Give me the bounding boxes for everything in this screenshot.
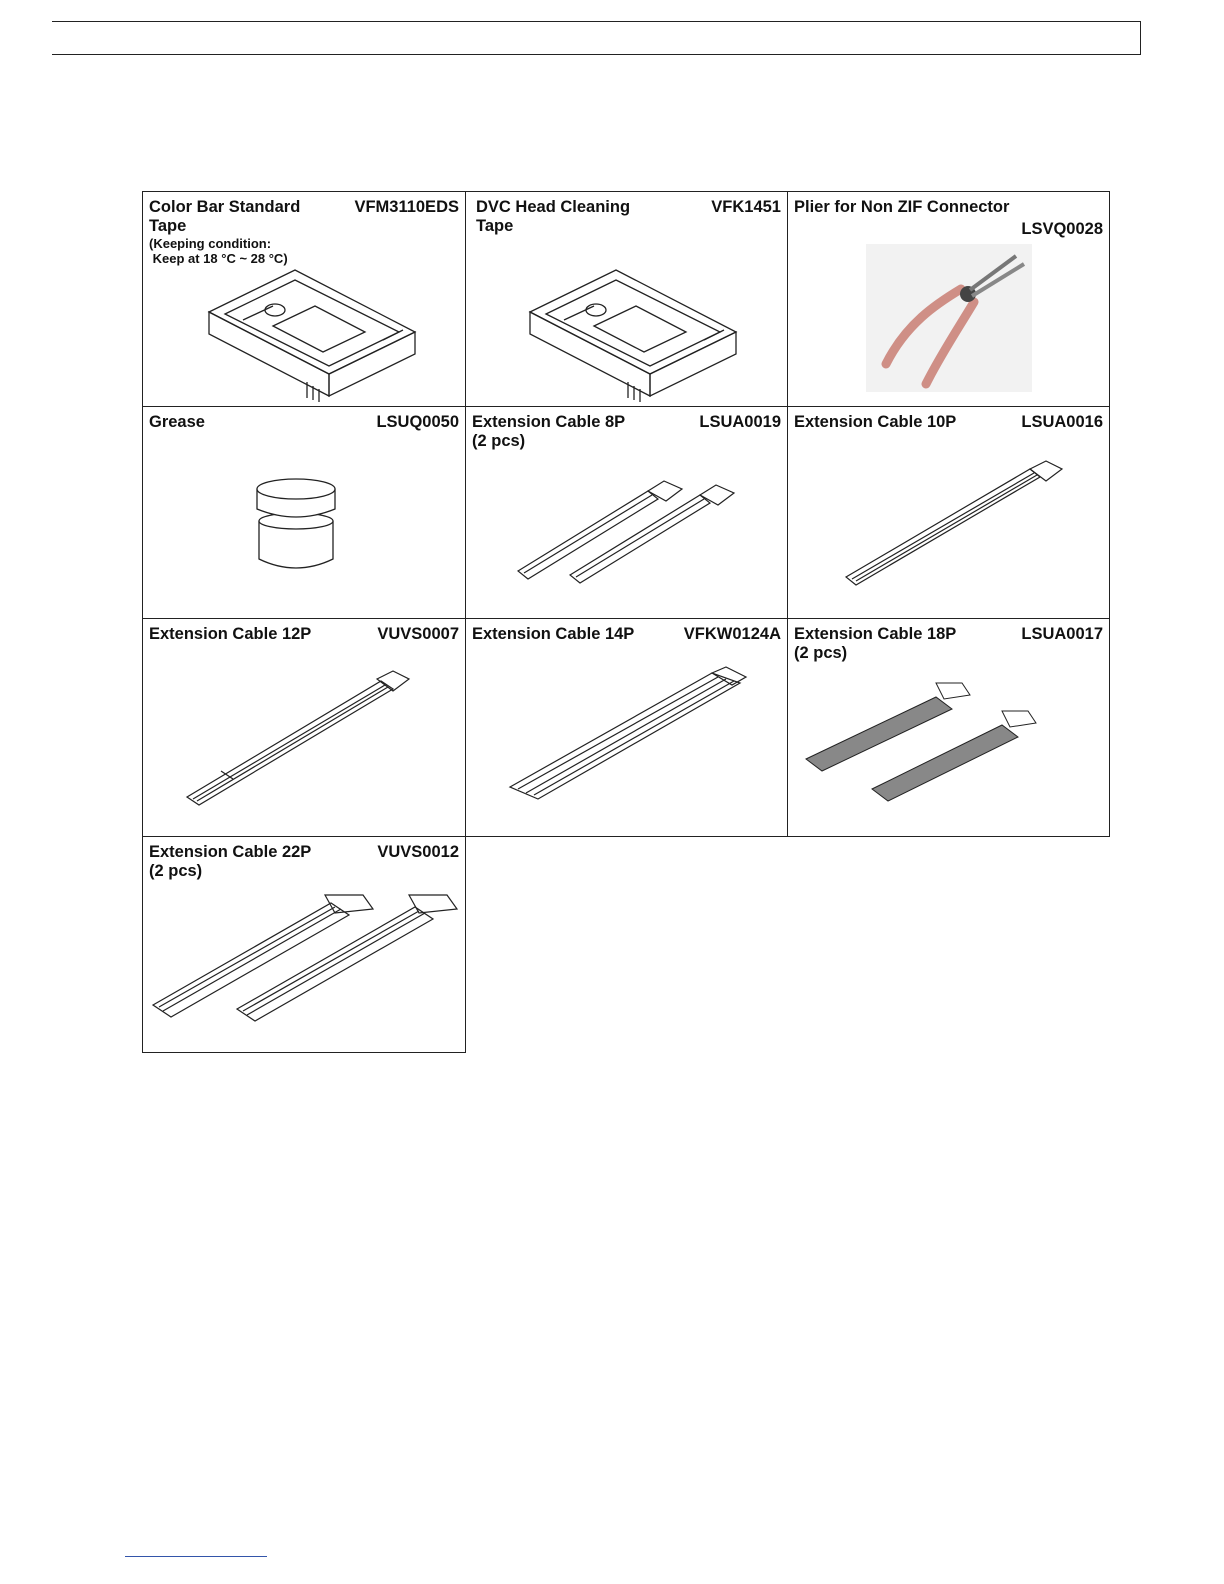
tool-part-number: VUVS0007 — [377, 625, 459, 643]
tool-name: Extension Cable 10P — [794, 413, 957, 431]
cassette-icon — [203, 262, 423, 402]
tool-name: Grease — [149, 413, 205, 431]
tool-part-number: VFK1451 — [711, 198, 781, 216]
tool-part-number: LSUA0019 — [699, 413, 781, 431]
tool-cell-cable-18p — [787, 618, 1110, 837]
flat-cable-icon — [840, 455, 1065, 595]
ribbon-cable-icon — [802, 675, 1042, 805]
cassette-icon — [524, 262, 744, 402]
tool-cell-cable-22p — [142, 836, 466, 1053]
tool-cell-cable-12p — [142, 618, 466, 837]
tool-part-number: LSUA0017 — [1021, 625, 1103, 643]
tool-cell-cable-10p — [787, 406, 1110, 619]
tool-name: Extension Cable 22P (2 pcs) — [149, 843, 312, 880]
tool-part-number: LSVQ0028 — [1021, 220, 1103, 238]
tool-cell-head-cleaning-tape — [465, 191, 788, 407]
flat-cable-icon — [181, 667, 413, 807]
tool-part-number: VFKW0124A — [683, 625, 781, 643]
tool-name: Extension Cable 8P (2 pcs) — [472, 413, 626, 450]
tool-part-number: LSUA0016 — [1021, 413, 1103, 431]
tool-name: Color Bar Standard Tape (Keeping condition: Keep at 18 °C ~ 28 °C) — [149, 198, 301, 266]
ribbon-cable-icon — [149, 887, 461, 1027]
flat-cable-icon — [504, 661, 749, 811]
flat-cable-icon — [514, 467, 754, 587]
page-header-box — [52, 21, 1141, 55]
tool-part-number: VUVS0012 — [377, 843, 459, 861]
footer-link-underline — [125, 1556, 267, 1557]
tool-cell-cable-8p — [465, 406, 788, 619]
tool-part-number: VFM3110EDS — [354, 198, 459, 216]
plier-icon — [866, 244, 1032, 392]
tool-name: Plier for Non ZIF Connector — [794, 198, 1010, 216]
tool-name: Extension Cable 12P — [149, 625, 312, 643]
tool-cell-plier — [787, 191, 1110, 407]
tool-name: DVC Head Cleaning Tape — [476, 198, 631, 235]
tool-cell-cable-14p — [465, 618, 788, 837]
tool-cell-color-bar-tape — [142, 191, 466, 407]
tool-part-number: LSUQ0050 — [376, 413, 459, 431]
tool-cell-grease — [142, 406, 466, 619]
tool-name: Extension Cable 18P (2 pcs) — [794, 625, 957, 662]
tool-name: Extension Cable 14P — [472, 625, 635, 643]
grease-jar-icon — [251, 475, 341, 575]
